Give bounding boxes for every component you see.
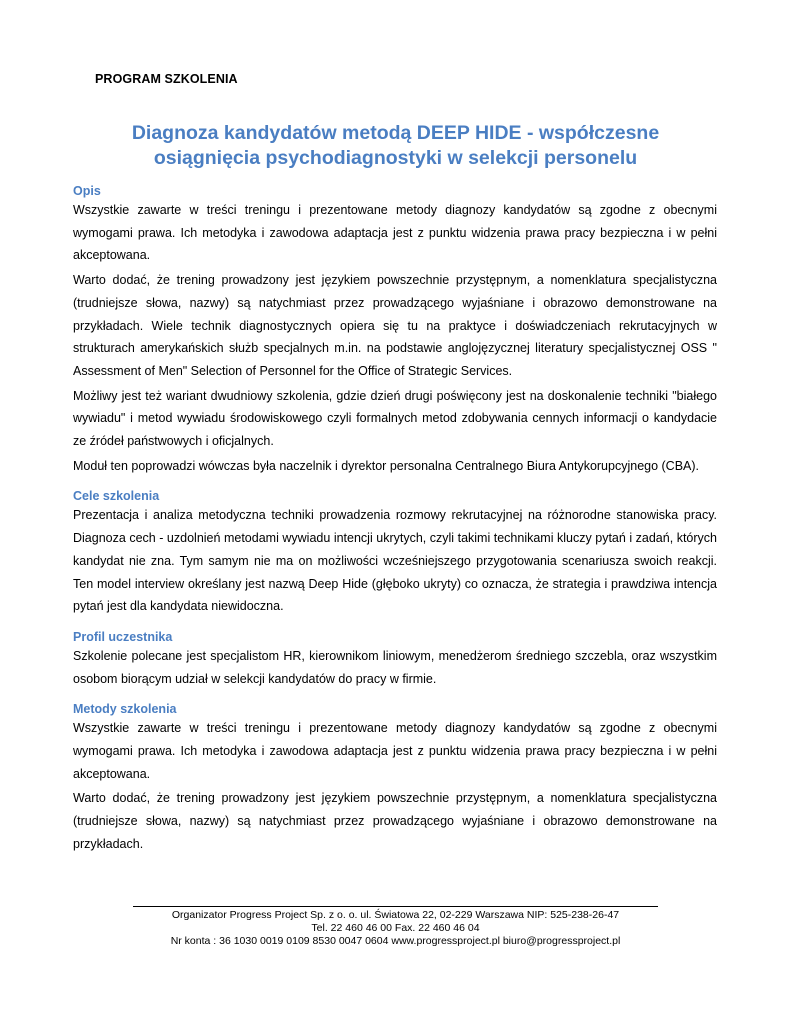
paragraph: Warto dodać, że trening prowadzony jest językiem powszechnie przystępnym, a nomenklatura specjalistyczna (trudniejsze słowa, nazwy) są natychmiast przez prowadzącego wyjaśniane i obrazowo demonstrowane na przykładach. Wiele technik diagnostycznych opiera się tu na praktyce i doświadczeniach rekrutacyjnych w strukturach amerykańskich służb specjalnych m.in. na podstawie anglojęzycznej literatury specjalistycznej OSS " Assessment of Men" Selection of Personnel for the Office of Strategic Services. <box>73 273 717 378</box>
section-heading-cele: Cele szkolenia <box>73 489 160 504</box>
section-opis <box>73 184 717 477</box>
section-metody <box>73 702 717 855</box>
footer-organizer: Organizator Progress Project Sp. z o. o. ul. Światowa 22, 02-229 Warszawa NIP: 525-238-26-47 <box>171 909 620 921</box>
paragraph: Wszystkie zawarte w treści treningu i prezentowane metody diagnozy kandydatów są zgodne z obecnymi wymogami prawa. Ich metodyka i zawodowa adaptacja jest z punktu widzenia prawa pracy bezpieczna i w pełni akceptowana. <box>73 203 717 263</box>
paragraph: Wszystkie zawarte w treści treningu i prezentowane metody diagnozy kandydatów są zgodne z obecnymi wymogami prawa. Ich metodyka i zawodowa adaptacja jest z punktu widzenia prawa pracy bezpieczna i w pełni akceptowana. <box>73 721 717 781</box>
footer <box>133 906 658 948</box>
title-line-1: Diagnoza kandydatów metodą DEEP HIDE - współczesne <box>131 122 660 144</box>
program-label: PROGRAM SZKOLENIA <box>95 72 238 86</box>
section-cele <box>73 489 717 618</box>
section-heading-opis: Opis <box>73 184 101 198</box>
footer-phone: Tel. 22 460 46 00 Fax. 22 460 46 04 <box>311 922 480 934</box>
paragraph: Szkolenie polecane jest specjalistom HR, kierownikom liniowym, menedżerom średniego szczebla, oraz wszystkim osobom biorącym udział w selekcji kandydatów do pracy w firmie. <box>73 648 717 686</box>
paragraph: Warto dodać, że trening prowadzony jest językiem powszechnie przystępnym, a nomenklatura specjalistyczna (trudniejsze słowa, nazwy) są natychmiast przez prowadzącego wyjaśniane i obrazowo demonstrowane na przykładach. <box>73 791 717 851</box>
section-heading-metody: Metody szkolenia <box>73 702 177 717</box>
section-heading-profil: Profil uczestnika <box>73 629 173 644</box>
title-line-2: osiągnięcia psychodiagnostyki w selekcji personelu <box>153 147 638 169</box>
footer-account: Nr konta : 36 1030 0019 0109 8530 0047 0604 www.progressproject.pl biuro@progressproject.pl <box>170 935 621 947</box>
section-profil <box>73 630 717 690</box>
paragraph: Możliwy jest też wariant dwudniowy szkolenia, gdzie dzień drugi poświęcony jest na doskonalenie techniki "białego wywiadu" i metod wywiadu środowiskowego czyli formalnych metod zdobywania cennych informacji o kandydacie ze źródeł państwowych i oficjalnych. <box>73 388 717 449</box>
paragraph: Prezentacja i analiza metodyczna techniki prowadzenia rozmowy rekrutacyjnej na różnorodne stanowiska pracy. Diagnoza cech - uzdolnień metodami wywiadu intencji ukrytych, czyli takimi technikami kluczy pytań i zadań, których kandydat nie zna. Tym samym nie ma on możliwości wcześniejszego przygotowania scenariusza swoich reakcji. Ten model interview określany jest nazwą Deep Hide (głęboko ukryty) co oznacza, że strategia i prawdziwa intencja pytań jest dla kandydata niewidoczna. <box>73 508 717 614</box>
document-body <box>73 184 717 856</box>
paragraph: Moduł ten poprowadzi wówczas była naczelnik i dyrektor personalna Centralnego Biura Antykorupcyjnego (CBA). <box>73 458 700 473</box>
page-title <box>60 121 731 171</box>
